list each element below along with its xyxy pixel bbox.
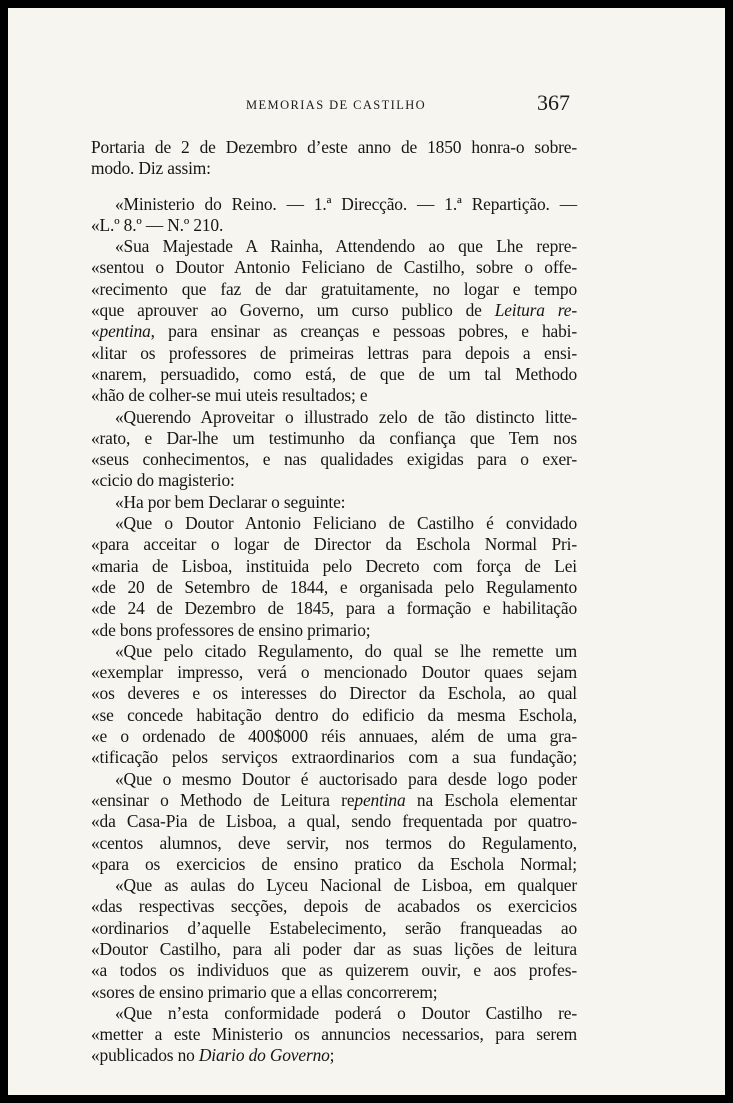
text-line: «para acceitar o logar de Director da Eschola Normal Pri- xyxy=(91,534,577,555)
text-line: «de 20 de Setembro de 1844, e organisada pelo Regulamento xyxy=(91,576,577,597)
text-line: «rato, e Dar-lhe um testimunho da confiança que Tem nos xyxy=(91,427,577,448)
text-line: «exemplar impresso, verá o mencionado Doutor quaes sejam xyxy=(91,662,577,683)
text-line: «Querendo Aproveitar o illustrado zelo de tão distincto litte- xyxy=(115,406,577,427)
text-line: «hão de colher-se mui uteis resultados; e xyxy=(91,385,368,406)
body-text xyxy=(91,137,577,1067)
document-page xyxy=(8,8,725,1095)
text-line: «Sua Majestade A Rainha, Attendendo ao que Lhe repre- xyxy=(115,236,577,257)
text-line: «litar os professores de primeiras lettras para depois a ensi- xyxy=(91,342,577,363)
text-line: «ordinarios d’aquelle Estabelecimento, serão franqueadas ao xyxy=(91,917,577,938)
text-line: «narem, persuadido, como está, de que de um tal Methodo xyxy=(91,363,577,384)
text-line: «sores de ensino primario que a ellas concorrerem; xyxy=(91,981,438,1002)
text-line: «seus conhecimentos, e nas qualidades exigidas para o exer- xyxy=(91,449,577,470)
text-line: «pentina, para ensinar as creanças e pessoas pobres, e habi- xyxy=(91,321,577,342)
text-line: modo. Diz assim: xyxy=(91,158,211,179)
text-line: «Ha por bem Declarar o seguinte: xyxy=(115,491,346,512)
text-line: «de 24 de Dezembro de 1845, para a formação e habilitação xyxy=(91,598,577,619)
text-line: Portaria de 2 de Dezembro d’este anno de 1850 honra-o sobre- xyxy=(91,137,577,157)
text-line: «tificação pelos serviços extraordinarios com a sua fundação; xyxy=(91,747,577,768)
text-line: «se concede habitação dentro do edificio da mesma Eschola, xyxy=(91,704,577,725)
text-line: «cicio do magisterio: xyxy=(91,470,235,491)
text-line: «Que o Doutor Antonio Feliciano de Castilho é convidado xyxy=(115,513,577,534)
text-line: «a todos os individuos que as quizerem ouvir, e aos profes- xyxy=(91,960,577,981)
text-line: «para os exercicios de ensino pratico da Eschola Normal; xyxy=(91,853,577,874)
text-line: «e o ordenado de 400$000 réis annuaes, além de uma gra- xyxy=(91,726,577,747)
text-line: «centos alumnos, deve servir, nos termos do Regulamento, xyxy=(91,832,577,853)
text-line: «ensinar o Methodo de Leitura repentina na Eschola elementar xyxy=(91,789,577,810)
text-line: «Ministerio do Reino. — 1.ª Direcção. — 1.ª Repartição. — xyxy=(115,193,577,214)
text-line: «sentou o Doutor Antonio Feliciano de Castilho, sobre o offe- xyxy=(91,257,577,278)
page-number: 367 xyxy=(537,90,570,115)
text-line: «que aprouver ao Governo, um curso publico de Leitura re- xyxy=(91,300,577,321)
text-line: «Que as aulas do Lyceu Nacional de Lisboa, em qualquer xyxy=(115,875,577,896)
text-line: «os deveres e os interesses do Director da Eschola, ao qual xyxy=(91,683,577,704)
text-line: «maria de Lisboa, instituida pelo Decreto com força de Lei xyxy=(91,555,577,576)
text-line: «Doutor Castilho, para ali poder dar as suas lições de leitura xyxy=(91,938,577,959)
running-head: MEMORIAS DE CASTILHO xyxy=(246,98,427,112)
text-line: «L.º 8.º — N.º 210. xyxy=(91,214,224,235)
text-line: «publicados no Diario do Governo; xyxy=(91,1045,335,1066)
text-line: «da Casa-Pia de Lisboa, a qual, sendo frequentada por quatro- xyxy=(91,811,577,832)
text-line: «das respectivas secções, depois de acabados os exercicios xyxy=(91,896,577,917)
text-line: «metter a este Ministerio os annuncios necessarios, para serem xyxy=(91,1024,577,1045)
text-line: «Que o mesmo Doutor é auctorisado para desde logo poder xyxy=(115,768,577,789)
page-header xyxy=(8,90,725,120)
text-line: «Que pelo citado Regulamento, do qual se lhe remette um xyxy=(115,640,577,661)
text-line: «recimento que faz de dar gratuitamente, no logar e tempo xyxy=(91,278,577,299)
text-line: «de bons professores de ensino primario; xyxy=(91,619,371,640)
text-line: «Que n’esta conformidade poderá o Doutor Castilho re- xyxy=(115,1002,577,1023)
